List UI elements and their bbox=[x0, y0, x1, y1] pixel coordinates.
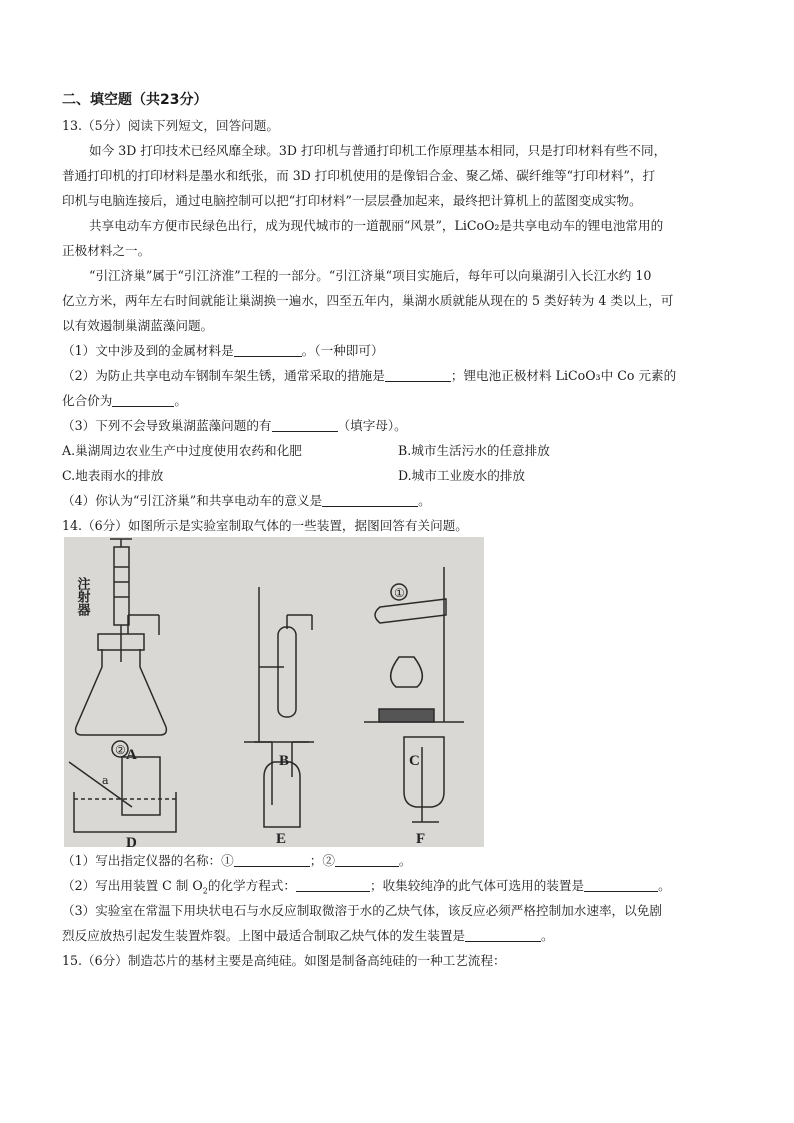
label-a: A bbox=[126, 747, 137, 763]
apparatus-c bbox=[364, 567, 464, 722]
apparatus-a bbox=[76, 539, 167, 735]
syringe-label: 注射器 bbox=[74, 577, 90, 616]
q13-p1-line2: 普通打印机的打印材料是墨水和纸张，而 3D 打印机使用的是像铝合金、聚乙烯、碳纤维等“打印材料”，打 bbox=[62, 168, 656, 183]
q14-sub1-mid: ；② bbox=[309, 853, 335, 868]
marker-2: ② bbox=[115, 743, 126, 757]
q13-sub2-cont bbox=[62, 393, 187, 409]
q13-sub1-tail: 。（一种即可） bbox=[301, 343, 384, 358]
label-b: B bbox=[279, 753, 290, 769]
q13-sub2-text: （2）为防止共享电动车钢制车架生锈，通常采取的措施是 bbox=[62, 368, 385, 383]
q13-sub3-tail: （填字母）。 bbox=[337, 418, 407, 433]
q13-sub1 bbox=[62, 343, 384, 359]
answer-blank[interactable] bbox=[584, 879, 658, 892]
answer-blank[interactable] bbox=[234, 854, 310, 867]
answer-blank[interactable] bbox=[335, 854, 399, 867]
q14-sub2-mid: ；收集较纯净的此气体可选用的装置是 bbox=[369, 878, 585, 893]
q13-sub3 bbox=[62, 418, 407, 434]
q13-sub2 bbox=[62, 368, 676, 384]
q13-sub2-cont-text: 化合价为 bbox=[62, 393, 113, 408]
q14-sub1-text: （1）写出指定仪器的名称：① bbox=[62, 853, 234, 868]
q14-stem: 14.（6分）如图所示是实验室制取气体的一些装置，据图回答有关问题。 bbox=[62, 518, 468, 533]
q14-sub2-text: （2）写出用装置 C 制 O bbox=[62, 878, 203, 893]
q13-p2-line2: 正极材料之一。 bbox=[62, 243, 151, 258]
label-c: C bbox=[409, 753, 420, 769]
label-d: D bbox=[126, 835, 137, 847]
q13-option-b: B.城市生活污水的任意排放 bbox=[398, 443, 550, 458]
q14-sub1-tail: 。 bbox=[398, 853, 412, 868]
marker-1: ① bbox=[394, 586, 405, 600]
q14-sub2 bbox=[62, 878, 671, 894]
apparatus-f bbox=[404, 737, 444, 822]
q14-sub2-tail: 。 bbox=[658, 878, 671, 893]
section-title: 二、填空题（共23分） bbox=[62, 92, 208, 108]
q14-sub2-text2: 的化学方程式： bbox=[207, 878, 296, 893]
answer-blank[interactable] bbox=[465, 929, 541, 942]
q13-sub4-tail: 。 bbox=[418, 493, 431, 508]
q13-p2-line1: 共享电动车方便市民绿色出行，成为现代城市的一道靓丽“风景”，LiCoO₂是共享电动车的锂电池常用的 bbox=[89, 218, 664, 233]
q13-stem: 13.（5分）阅读下列短文，回答问题。 bbox=[62, 118, 279, 133]
apparatus-b bbox=[244, 587, 314, 742]
answer-blank[interactable] bbox=[296, 879, 370, 892]
label-f: F bbox=[416, 831, 426, 847]
q13-p1-line1: 如今 3D 打印技术已经风靡全球。3D 打印机与普通打印机工作原理基本相同，只是打印材料有些不同， bbox=[89, 143, 667, 158]
q13-sub4 bbox=[62, 493, 431, 509]
q13-p3-line3: 以有效遏制巢湖蓝藻问题。 bbox=[62, 318, 214, 333]
answer-blank[interactable] bbox=[322, 494, 418, 507]
q14-sub3-line2 bbox=[62, 928, 554, 944]
apparatus-figure bbox=[64, 537, 484, 847]
q13-option-d: D.城市工业废水的排放 bbox=[398, 468, 525, 483]
q13-sub2-tail: ；锂电池正极材料 LiCoO₃中 Co 元素的 bbox=[450, 368, 677, 383]
q13-p3-line2: 亿立方米，两年左右时间就能让巢湖换一遍水，四至五年内，巢湖水质就能从现在的 5 类好转为 4 类以上，可 bbox=[62, 293, 674, 308]
q13-sub1-text: （1）文中涉及到的金属材料是 bbox=[62, 343, 234, 358]
q13-p1-line3: 印机与电脑连接后，通过电脑控制可以把“打印材料”一层层叠加起来，最终把计算机上的蓝图变成实物。 bbox=[62, 193, 642, 208]
q14-sub3-line1: （3）实验室在常温下用块状电石与水反应制取微溶于水的乙炔气体，该反应必须严格控制加水速率，以免剧 bbox=[62, 903, 662, 918]
apparatus-drawing bbox=[64, 537, 484, 847]
q13-sub4-text: （4）你认为“引江济巢”和共享电动车的意义是 bbox=[62, 493, 323, 508]
answer-blank[interactable] bbox=[385, 369, 451, 382]
q14-sub3-text: 烈反应放热引起发生装置炸裂。上图中最适合制取乙炔气体的发生装置是 bbox=[62, 928, 465, 943]
label-e: E bbox=[276, 831, 287, 847]
q13-sub2-cont-tail: 。 bbox=[174, 393, 187, 408]
answer-blank[interactable] bbox=[234, 344, 302, 357]
q13-option-c: C.地表雨水的排放 bbox=[62, 468, 164, 483]
answer-blank[interactable] bbox=[112, 394, 174, 407]
q14-sub3-tail: 。 bbox=[541, 928, 554, 943]
subscript: 2 bbox=[202, 886, 208, 896]
q13-sub3-text: （3）下列不会导致巢湖蓝藻问题的有 bbox=[62, 418, 272, 433]
q13-option-a: A.巢湖周边农业生产中过度使用农药和化肥 bbox=[62, 443, 302, 458]
q13-p3-line1: “引江济巢”属于“引江济淮”工程的一部分。“引江济巢“项目实施后，每年可以向巢湖引入长江水约 10 bbox=[89, 268, 652, 283]
q14-sub1 bbox=[62, 853, 412, 869]
answer-blank[interactable] bbox=[272, 419, 338, 432]
q15-stem: 15.（6分）制造芯片的基材主要是高纯硅。如图是制备高纯硅的一种工艺流程： bbox=[62, 953, 506, 968]
tube-label-a: a bbox=[102, 774, 109, 787]
